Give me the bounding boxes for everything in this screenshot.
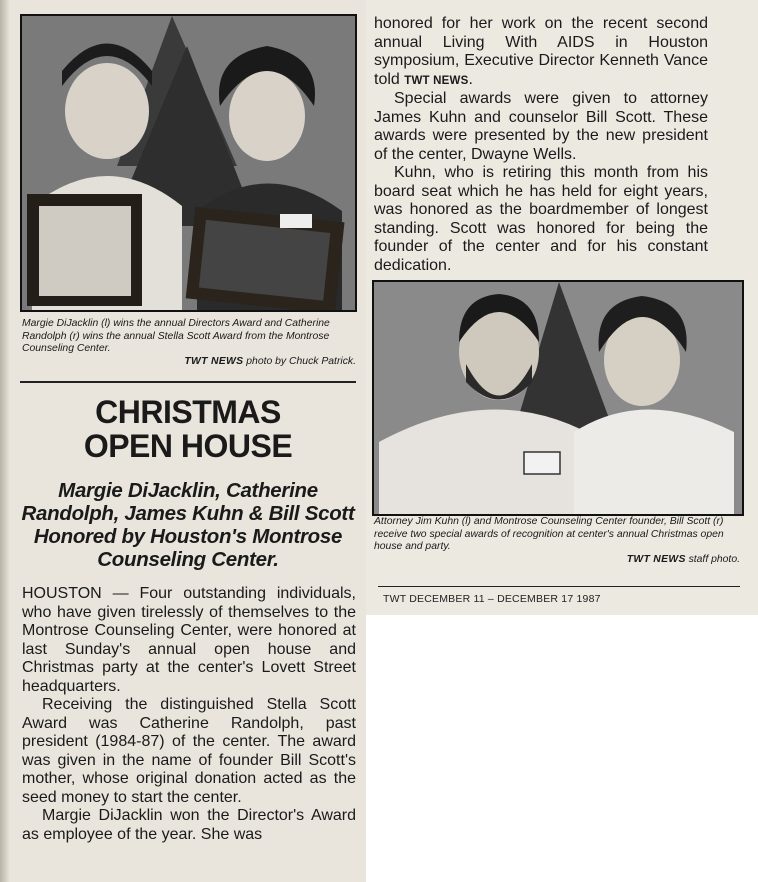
credit-source: TWT NEWS	[626, 553, 686, 565]
credit-source: TWT NEWS	[184, 355, 244, 367]
photo-credit	[22, 356, 356, 369]
photo-caption-men	[374, 516, 740, 566]
paragraph: Margie DiJacklin won the Director's Award as employee of the year. She was	[22, 807, 356, 843]
credit-text: staff photo.	[685, 553, 740, 565]
article-body-left	[22, 585, 356, 844]
award-photo-women	[20, 14, 357, 312]
headline-line-1: CHRISTMAS	[95, 394, 281, 430]
award-photo-men-image	[374, 282, 742, 514]
article-body-right	[374, 15, 708, 275]
footer-divider	[378, 586, 740, 587]
article-subhead: Margie DiJacklin, Catherine Randolph, James Kuhn & Bill Scott Honored by Houston's Montrose Counseling Center.	[21, 479, 355, 571]
page-edge-shadow	[0, 0, 10, 882]
paragraph	[374, 15, 708, 90]
section-divider	[20, 381, 356, 383]
paragraph: Special awards were given to attorney James Kuhn and counselor Bill Scott. These awards were presented by the new president of the center, Dwayne Wells.	[374, 90, 708, 163]
photo-credit	[374, 554, 740, 567]
paragraph: Kuhn, who is retiring this month from his board seat which he has held for eight years, was honored as the boardmember of longest standing. Scott was honored for being the founder of the center and for his constant dedication.	[374, 164, 708, 274]
publication-tag: TWT NEWS	[404, 74, 469, 87]
paragraph: HOUSTON — Four outstanding individuals, who have given tirelessly of themselves to the Montrose Counseling Center, were honored at last Sunday's annual open house and Christmas party at the center's Lovett Street headquarters.	[22, 585, 356, 695]
issue-date-footer: TWT DECEMBER 11 – DECEMBER 17 1987	[383, 593, 601, 605]
photo-caption-women	[22, 318, 356, 368]
award-photo-women-image	[22, 16, 355, 310]
paragraph: Receiving the distinguished Stella Scott Award was Catherine Randolph, past president (1984-87) of the center. The award was given in the name of founder Bill Scott's mother, whose original donation acted as the seed money to start the center.	[22, 696, 356, 806]
article-headline	[20, 395, 356, 463]
credit-text: photo by Chuck Patrick.	[243, 355, 356, 367]
paragraph-text: honored for her work on the recent second annual Living With AIDS in Houston symposium, Executive Director Kenneth Vance told	[374, 15, 708, 88]
award-photo-men	[372, 280, 744, 516]
caption-text: Attorney Jim Kuhn (l) and Montrose Counseling Center founder, Bill Scott (r) receive two special awards of recognition at center's annual Christmas open house and party.	[374, 516, 724, 553]
caption-text: Margie DiJacklin (l) wins the annual Directors Award and Catherine Randolph (r) wins the annual Stella Scott Award from the Montrose Counseling Center.	[22, 318, 330, 355]
headline-line-2: OPEN HOUSE	[83, 428, 293, 464]
paragraph-text: .	[468, 70, 473, 88]
